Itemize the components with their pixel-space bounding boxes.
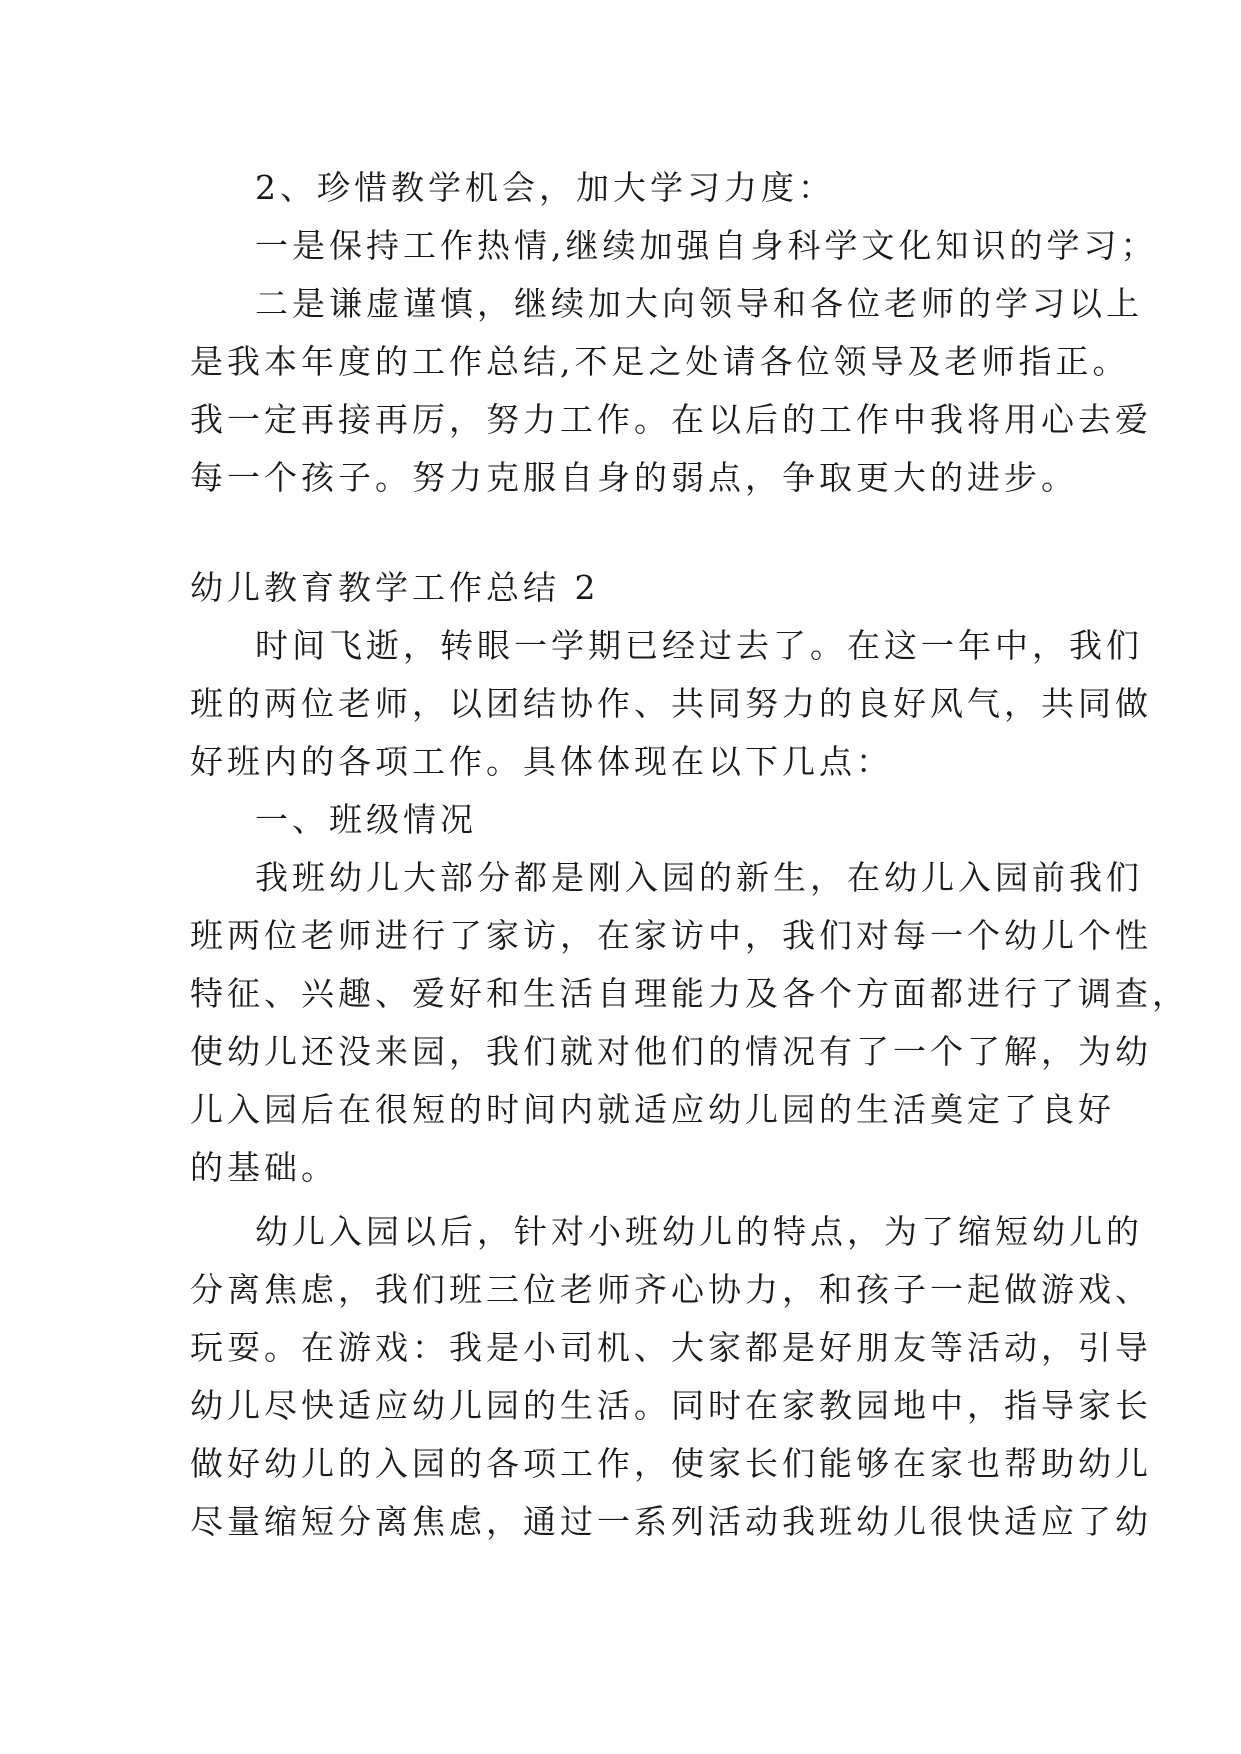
paragraph-line: 尽量缩短分离焦虑，通过一系列活动我班幼儿很快适应了幼 bbox=[190, 1502, 1152, 1541]
paragraph-line: 每一个孩子。努力克服自身的弱点，争取更大的进步。 bbox=[190, 458, 1078, 497]
subheading-class-situation: 一、班级情况 bbox=[255, 800, 477, 839]
paragraph-line: 我班幼儿大部分都是刚入园的新生，在幼儿入园前我们 bbox=[255, 858, 1143, 897]
paragraph-line: 我一定再接再厉，努力工作。在以后的工作中我将用心去爱 bbox=[190, 400, 1152, 439]
paragraph-line: 班两位老师进行了家访，在家访中，我们对每一个幼儿个性 bbox=[190, 916, 1152, 955]
paragraph-line: 二是谦虚谨慎，继续加大向领导和各位老师的学习以上 bbox=[255, 284, 1143, 323]
paragraph-line: 特征、兴趣、爱好和生活自理能力及各个方面都进行了调查， bbox=[190, 974, 1189, 1013]
paragraph-line: 的基础。 bbox=[190, 1148, 338, 1187]
paragraph-line: 分离焦虑，我们班三位老师齐心协力，和孩子一起做游戏、 bbox=[190, 1270, 1152, 1309]
paragraph-line: 时间飞逝，转眼一学期已经过去了。在这一年中，我们 bbox=[255, 626, 1143, 665]
paragraph-line: 使幼儿还没来园，我们就对他们的情况有了一个了解，为幼 bbox=[190, 1032, 1152, 1071]
paragraph-line: 是我本年度的工作总结,不足之处请各位领导及老师指正。 bbox=[190, 342, 1130, 381]
paragraph-line: 做好幼儿的入园的各项工作，使家长们能够在家也帮助幼儿 bbox=[190, 1444, 1152, 1483]
paragraph-line: 幼儿入园以后，针对小班幼儿的特点，为了缩短幼儿的 bbox=[255, 1212, 1143, 1251]
paragraph-line: 好班内的各项工作。具体体现在以下几点： bbox=[190, 742, 893, 781]
heading-cherish-opportunity: 2、珍惜教学机会，加大学习力度： bbox=[255, 168, 835, 207]
paragraph-line: 儿入园后在很短的时间内就适应幼儿园的生活奠定了良好 bbox=[190, 1090, 1115, 1129]
paragraph-line: 玩耍。在游戏：我是小司机、大家都是好朋友等活动，引导 bbox=[190, 1328, 1152, 1367]
paragraph-line: 班的两位老师，以团结协作、共同努力的良好风气，共同做 bbox=[190, 684, 1152, 723]
paragraph-line: 一是保持工作热情,继续加强自身科学文化知识的学习； bbox=[255, 226, 1158, 265]
paragraph-line: 幼儿尽快适应幼儿园的生活。同时在家教园地中，指导家长 bbox=[190, 1386, 1152, 1425]
section-title: 幼儿教育教学工作总结 2 bbox=[190, 568, 600, 607]
